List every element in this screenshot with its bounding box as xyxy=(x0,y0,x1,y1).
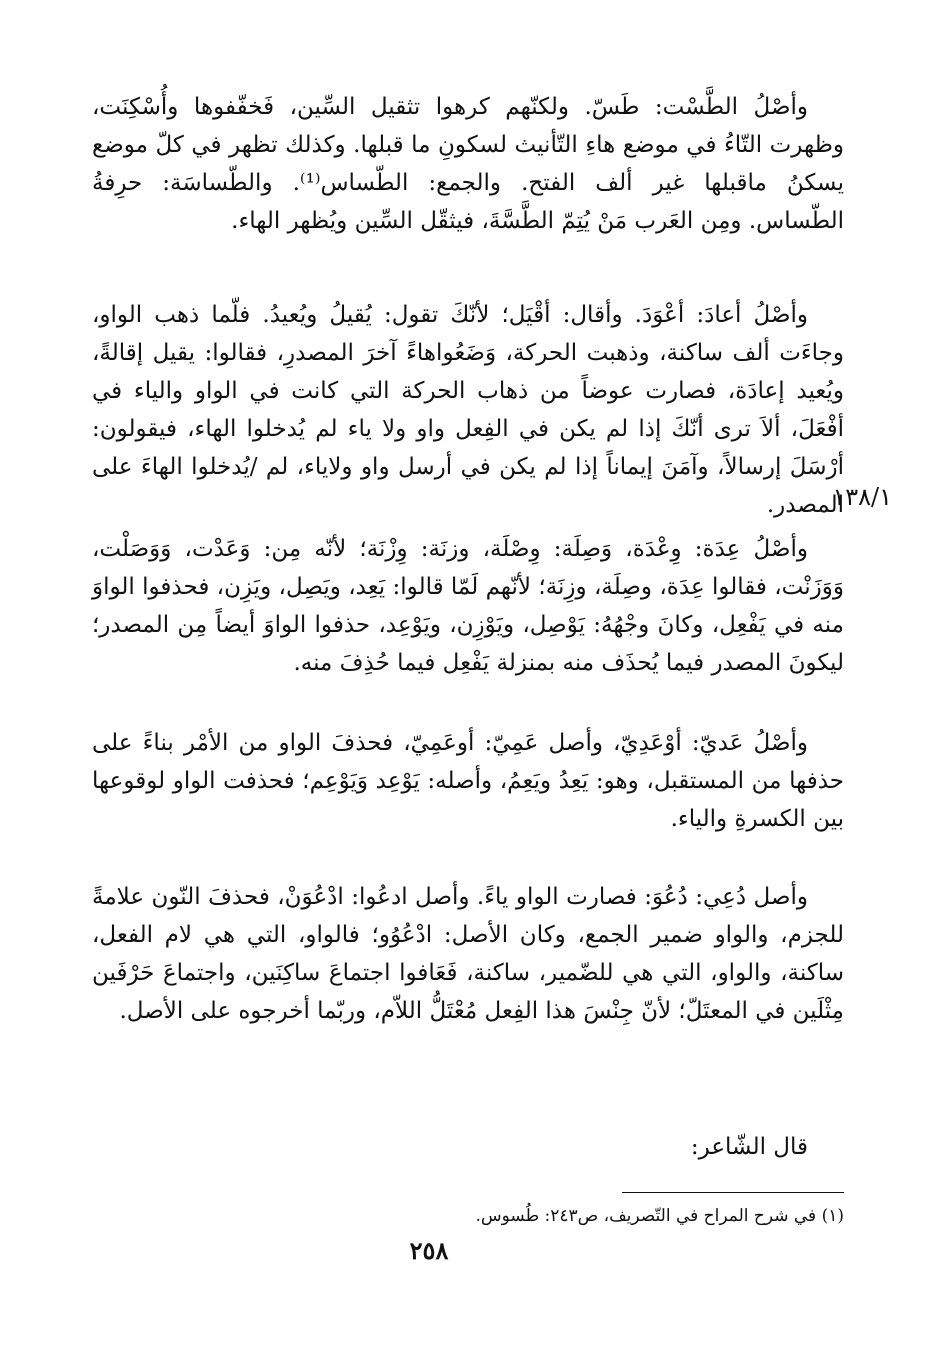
paragraph-adi: وأصْلُ عَديّ: أوْعَدِيّ، وأصل عَمِيّ: أوعَمِيّ، فحذفَ الواو من الأمْر بناءً على حذفها من المستقبل، وهو: يَعِدُ ويَعِمُ، وأصله: يَوْعِد وَيَوْعِم؛ فحذفت الواو لوقوعها بين الكسرةِ والياء. xyxy=(92,730,844,832)
paragraph-aad: وأصْلُ أعادَ: أعْوَدَ. وأقال: أقْيَل؛ لأنّكَ تقول: يُقيلُ ويُعيدُ. فلّما ذهب الواو، وجاءَت ألف ساكنة، وذهبت الحركة، وَضَعُواهاءً آخرَ المصدرِ، فقالوا: يقيل إقالةً، ويُعيد إعادَة، فصارت عوضاً من ذهاب الحركة التي كانت في الواو والياء في أفْعَلَ، ألاَ ترى أنّكَ إذا لم يكن في الفِعل واو ولا ياء لم يُدخلوا الهاء، فيقولون: أرْسَلَ إرسالاً، وآمَنَ إيماناً إذا لم يكن في أرسل واو ولاياء، لم /يُدخلوا الهاءَ على المصدر. xyxy=(92,302,844,518)
paragraph-duiya: وأصل دُعِي: دُعُوَ: فصارت الواو ياءً. وأصل ادعُوا: ادْعُوَنْ، فحذفَ النّون علامةً للجزم، والواو ضمير الجمع، وكان الأصل: ادْعُوُو؛ فالواو، التي هي لام الفعل، ساكنة، والواو، التي هي للضّمير، ساكنة، فَعَافوا اجتماعَ ساكِنَين، واجتماعَ حَرْفَين مِثْلَين في المعتَلّ؛ لأنّ جِنْسَ هذا الفِعل مُعْتَلُّ اللاّم، وربّما أخرجوه على الأصل. xyxy=(92,884,844,1024)
paragraph-poet-intro: قال الشّاعر: xyxy=(690,1134,808,1160)
page-number: ٢٥٨ xyxy=(409,1236,449,1265)
footnote-divider xyxy=(622,1192,844,1193)
footnote: (١) في شرح المراح في التّصريف، ص٢٤٣: طُسوس. xyxy=(475,1206,844,1226)
margin-folio-label: ١٣٨/١ xyxy=(832,483,892,511)
paragraph-tast: وأصْلُ الطَّسْت: طَسّ. ولكنّهم كرهوا تثقيل السِّين، فَخفّفوها وأُسْكِنَت، وظهرت التّاءُ في موضع هاءِ التّأنيث لسكونِ ما قبلها. وكذلك تظهر في كلّ موضع يسكنُ ماقبلها غير ألف الفتح. والجمع: الطّساس⁽¹⁾. والطّساسَة: حرِفةُ الطّساس. ومِن العَرب مَنْ يُتِمّ الطَّسَّةَ، فيثقّل السِّين ويُظهر الهاء. xyxy=(92,94,844,234)
margin-folio-note xyxy=(812,478,892,516)
paragraph-ida: وأصْلُ عِدَة: وِعْدَة، وَصِلَة: وِصْلَة، وزنَة: وِزْنَة؛ لأنّه مِن: وَعَدْت، وَوَصَلْت، وَوَزَنْت، فقالوا عِدَة، وصِلَة، وزِنَة؛ لأنّهم لَمّا قالوا: يَعِد، ويَصِل، ويَزِن، فحذفوا الواوَ منه في يَفْعِل، وكانَ وجْهُهُ: يَوْصِل، ويَوْزِن، ويَوْعِد، حذفوا الواوَ أيضاً مِن المصدر؛ ليكونَ المصدر فيما يُحذَف منه بمنزلة يَفْعِل فيما حُذِفَ منه. xyxy=(92,536,844,676)
